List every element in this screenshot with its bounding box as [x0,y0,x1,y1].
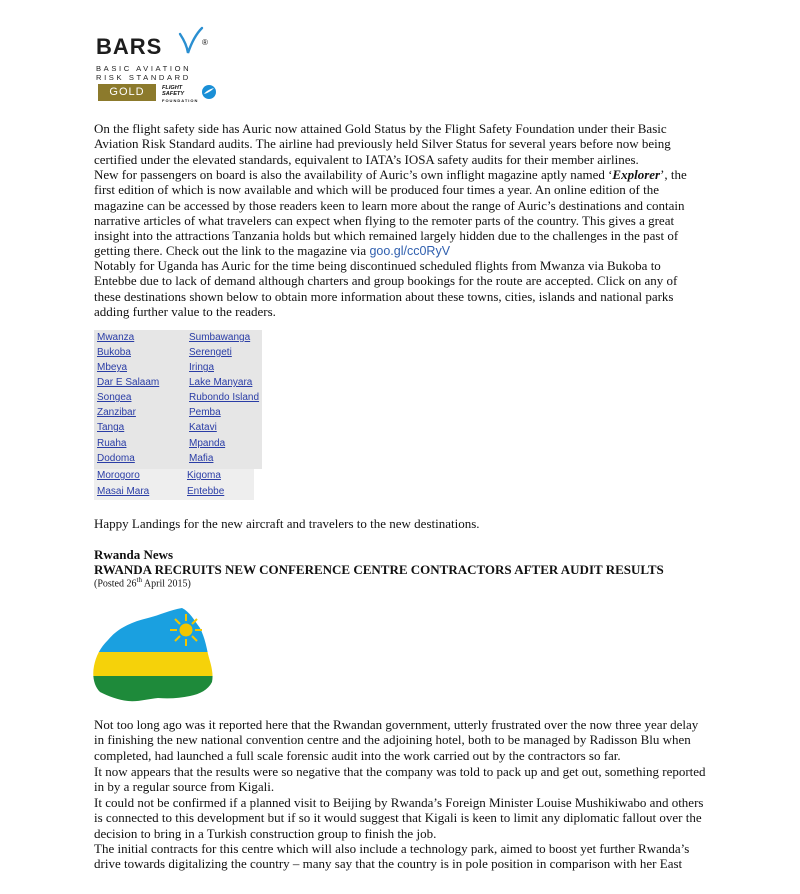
fsf-label-line2: SAFETY [162,91,185,97]
destination-link[interactable]: Dodoma [97,453,135,464]
destination-link[interactable]: Mbeya [97,362,128,373]
paragraph-explorer-magazine [94,167,706,260]
paragraph-uganda-flights: Notably for Uganda has Auric for the time being discontinued scheduled flights from Mwanza via Bukoba to Entebbe due to lack of demand although charters and group bookings for the route are accepted. Click on any of these destinations shown below to obtain more information about these towns, cities, islands and national parks adding further value to the readers. [94,258,678,319]
destination-link[interactable]: Ruaha [97,438,127,449]
magazine-link[interactable]: goo.gl/cc0RyV [369,244,451,259]
flight-safety-foundation-icon [201,84,217,100]
paragraph-contractor-dismissed: It now appears that the results were so negative that the company was told to pack up and get out, something reported in by a regular source from Kigali. [94,764,706,795]
explorer-magazine-name: Explorer [612,167,661,182]
destination-link[interactable]: Iringa [189,362,215,373]
section-heading-rwanda-news: Rwanda News [94,547,174,562]
bars-check-icon [178,26,204,56]
posted-date-suffix: April 2015) [141,578,191,590]
paragraph-gold-status: On the flight safety side has Auric now attained Gold Status by the Flight Safety Foundation under their Basic Aviation Risk Standard audits. The airline had previously held Silver Status for several years before now being certified under the elevated standards, equivalent to IATA’s IOSA safety audits for their member airlines. [94,121,671,167]
destination-link[interactable]: Serengeti [189,347,232,358]
destination-link[interactable]: Kigoma [187,470,221,481]
destination-link[interactable]: Morogoro [97,470,140,481]
bars-subtitle-line1: BASIC AVIATION [96,64,192,73]
paragraph-audit-background: Not too long ago was it reported here that the Rwandan government, utterly frustrated over the now three year delay in finishing the new national convention centre and the adjoining hotel, both to be managed by Radisson Blu when completed, had launched a full scale forensic audit into the work carried out by the contractors so far. [94,717,699,763]
registered-mark: ® [202,38,208,47]
article-title: RWANDA RECRUITS NEW CONFERENCE CENTRE CONTRACTORS AFTER AUDIT RESULTS [94,562,664,577]
bars-wordmark: BARS [96,34,163,59]
destination-link[interactable]: Dar E Salaam [97,377,160,388]
destination-link[interactable]: Masai Mara [97,486,150,497]
gold-badge: GOLD [98,84,156,101]
bars-gold-logo [96,26,224,106]
destination-link[interactable]: Mafia [189,453,214,464]
destination-link[interactable]: Bukoba [97,347,131,358]
destination-link[interactable]: Mpanda [189,438,226,449]
destination-link[interactable]: Tanga [97,422,125,433]
destinations-table [94,330,262,500]
paragraph-explorer-text-b: ’, the first edition of which is now available and which will be produced four times a year. An online edition of the magazine can be accessed by those readers keen to learn more about the range of Auric’s destinations and contain narrative articles of what travelers can expect when flying to the remoter parts of the country. This gives a great insight into the attractions Tanzania holds but which remained largely hidden due to the challenges in the past of getting there. Check out the link to the magazine via [94,167,687,259]
destination-link[interactable]: Entebbe [187,486,225,497]
destination-link[interactable]: Rubondo Island [189,392,260,403]
posted-date-prefix: (Posted 26 [94,578,137,590]
fsf-label-line3: FOUNDATION [162,98,199,103]
destination-link[interactable]: Lake Manyara [189,377,253,388]
fsf-label-line1: FLIGHT [162,85,183,91]
paragraph-diplomatic-fallout: It could not be confirmed if a planned visit to Beijing by Rwanda’s Foreign Minister Louise Mushikiwabo and others is connected to this development but if so it would suggest that Kigali is keen to limit any diplomatic fallout over the decision to bring in a Turkish construction group to finish the job. [94,795,704,841]
destination-link[interactable]: Songea [97,392,132,403]
posted-date [94,576,191,589]
bars-subtitle-line2: RISK STANDARD [96,73,191,82]
destination-link[interactable]: Katavi [189,422,217,433]
destination-link[interactable]: Sumbawanga [189,332,251,343]
destination-link[interactable]: Pemba [189,407,221,418]
posted-date-ordinal: th [136,576,142,584]
paragraph-explorer-text-a: New for passengers on board is also the availability of Auric’s own inflight magazine aptly named ‘ [94,167,613,182]
paragraph-technology-park: The initial contracts for this centre which will also include a technology park, aimed to boost yet further Rwanda’s drive towards digitalizing the country – many say that the country is in pole position in comparison with her East [94,841,690,872]
destination-link[interactable]: Zanzibar [97,407,136,418]
destination-link[interactable]: Mwanza [97,332,135,343]
paragraph-happy-landings: Happy Landings for the new aircraft and travelers to the new destinations. [94,516,480,531]
rwanda-flag-map-image [90,600,240,704]
